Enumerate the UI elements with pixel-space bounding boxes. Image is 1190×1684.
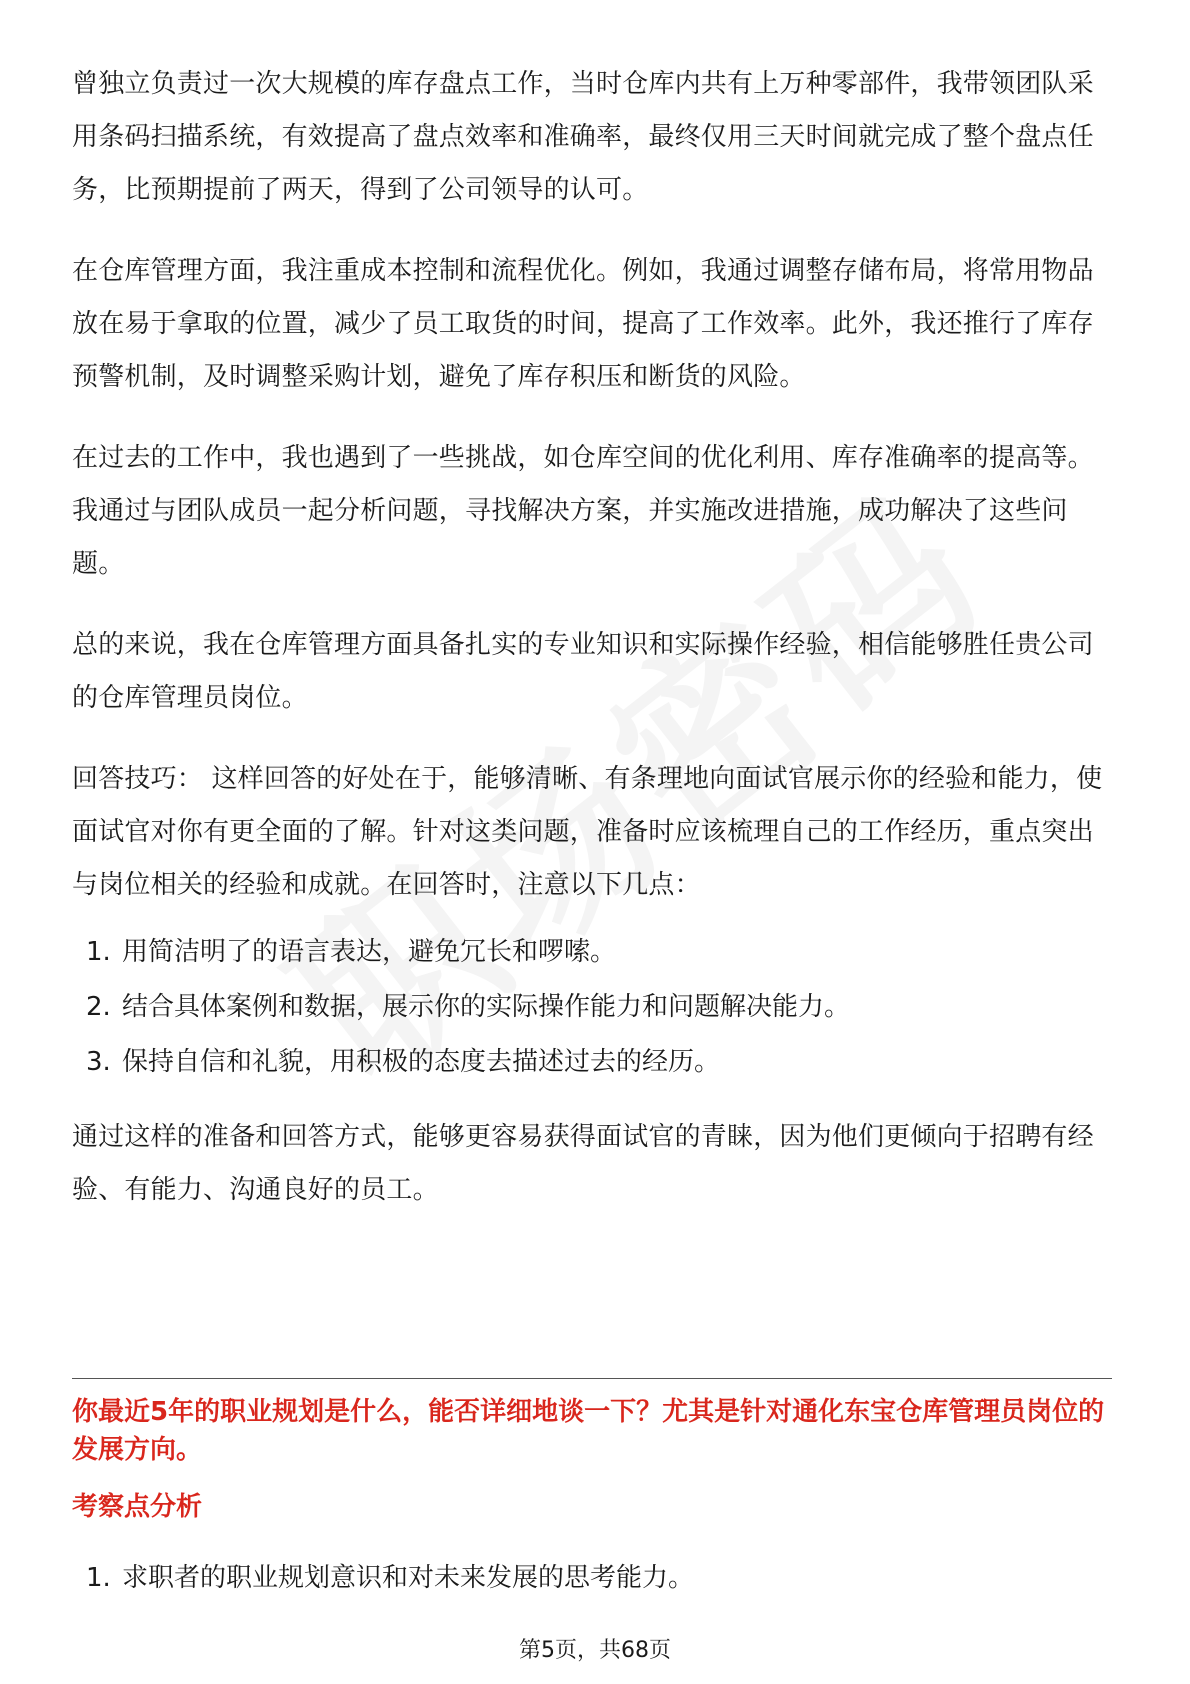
list-number: 1.: [86, 1563, 111, 1593]
next-question-heading: 你最近5年的职业规划是什么，能否详细地谈一下？尤其是针对通化东宝仓库管理员岗位的发展方向。: [72, 1397, 1105, 1465]
list-item: [72, 1560, 1112, 1597]
list-number: 2.: [86, 992, 111, 1022]
analysis-heading: 考察点分析: [72, 1492, 203, 1522]
analysis-list: [72, 1560, 1112, 1597]
paragraph-closing: 通过这样的准备和回答方式，能够更容易获得面试官的青睐，因为他们更倾向于招聘有经验、有能力、沟通良好的员工。: [72, 1122, 1094, 1205]
list-item: [72, 934, 1112, 971]
list-item-text: 结合具体案例和数据，展示你的实际操作能力和问题解决能力。: [122, 992, 851, 1022]
page-footer: 第5页，共68页: [519, 1638, 671, 1663]
list-item-text: 保持自信和礼貌，用积极的态度去描述过去的经历。: [122, 1047, 721, 1077]
document-body: [72, 58, 1112, 1245]
list-item: [72, 1044, 1112, 1081]
section-divider: [72, 1378, 1112, 1379]
paragraph-answer-tips: 回答技巧： 这样回答的好处在于，能够清晰、有条理地向面试官展示你的经验和能力，使面试官对你有更全面的了解。针对这类问题，准备时应该梳理自己的工作经历，重点突出与岗位相关的经验和成就。在回答时，注意以下几点：: [72, 764, 1103, 900]
list-item-text: 求职者的职业规划意识和对未来发展的思考能力。: [122, 1563, 695, 1593]
paragraph-challenges: 在过去的工作中，我也遇到了一些挑战，如仓库空间的优化利用、库存准确率的提高等。我通过与团队成员一起分析问题，寻找解决方案，并实施改进措施，成功解决了这些问题。: [72, 443, 1094, 579]
list-item: [72, 989, 1112, 1026]
paragraph-summary: 总的来说，我在仓库管理方面具备扎实的专业知识和实际操作经验，相信能够胜任贵公司的仓库管理员岗位。: [72, 630, 1094, 713]
tips-list: [72, 934, 1112, 1081]
paragraph-inventory: 曾独立负责过一次大规模的库存盘点工作，当时仓库内共有上万种零部件，我带领团队采用条码扫描系统，有效提高了盘点效率和准确率，最终仅用三天时间就完成了整个盘点任务，比预期提前了两天，得到了公司领导的认可。: [72, 69, 1094, 205]
paragraph-warehouse-management: 在仓库管理方面，我注重成本控制和流程优化。例如，我通过调整存储布局，将常用物品放在易于拿取的位置，减少了员工取货的时间，提高了工作效率。此外，我还推行了库存预警机制，及时调整采购计划，避免了库存积压和断货的风险。: [72, 256, 1094, 392]
list-number: 3.: [86, 1047, 111, 1077]
list-number: 1.: [86, 937, 111, 967]
list-item-text: 用简洁明了的语言表达，避免冗长和啰嗦。: [122, 937, 617, 967]
